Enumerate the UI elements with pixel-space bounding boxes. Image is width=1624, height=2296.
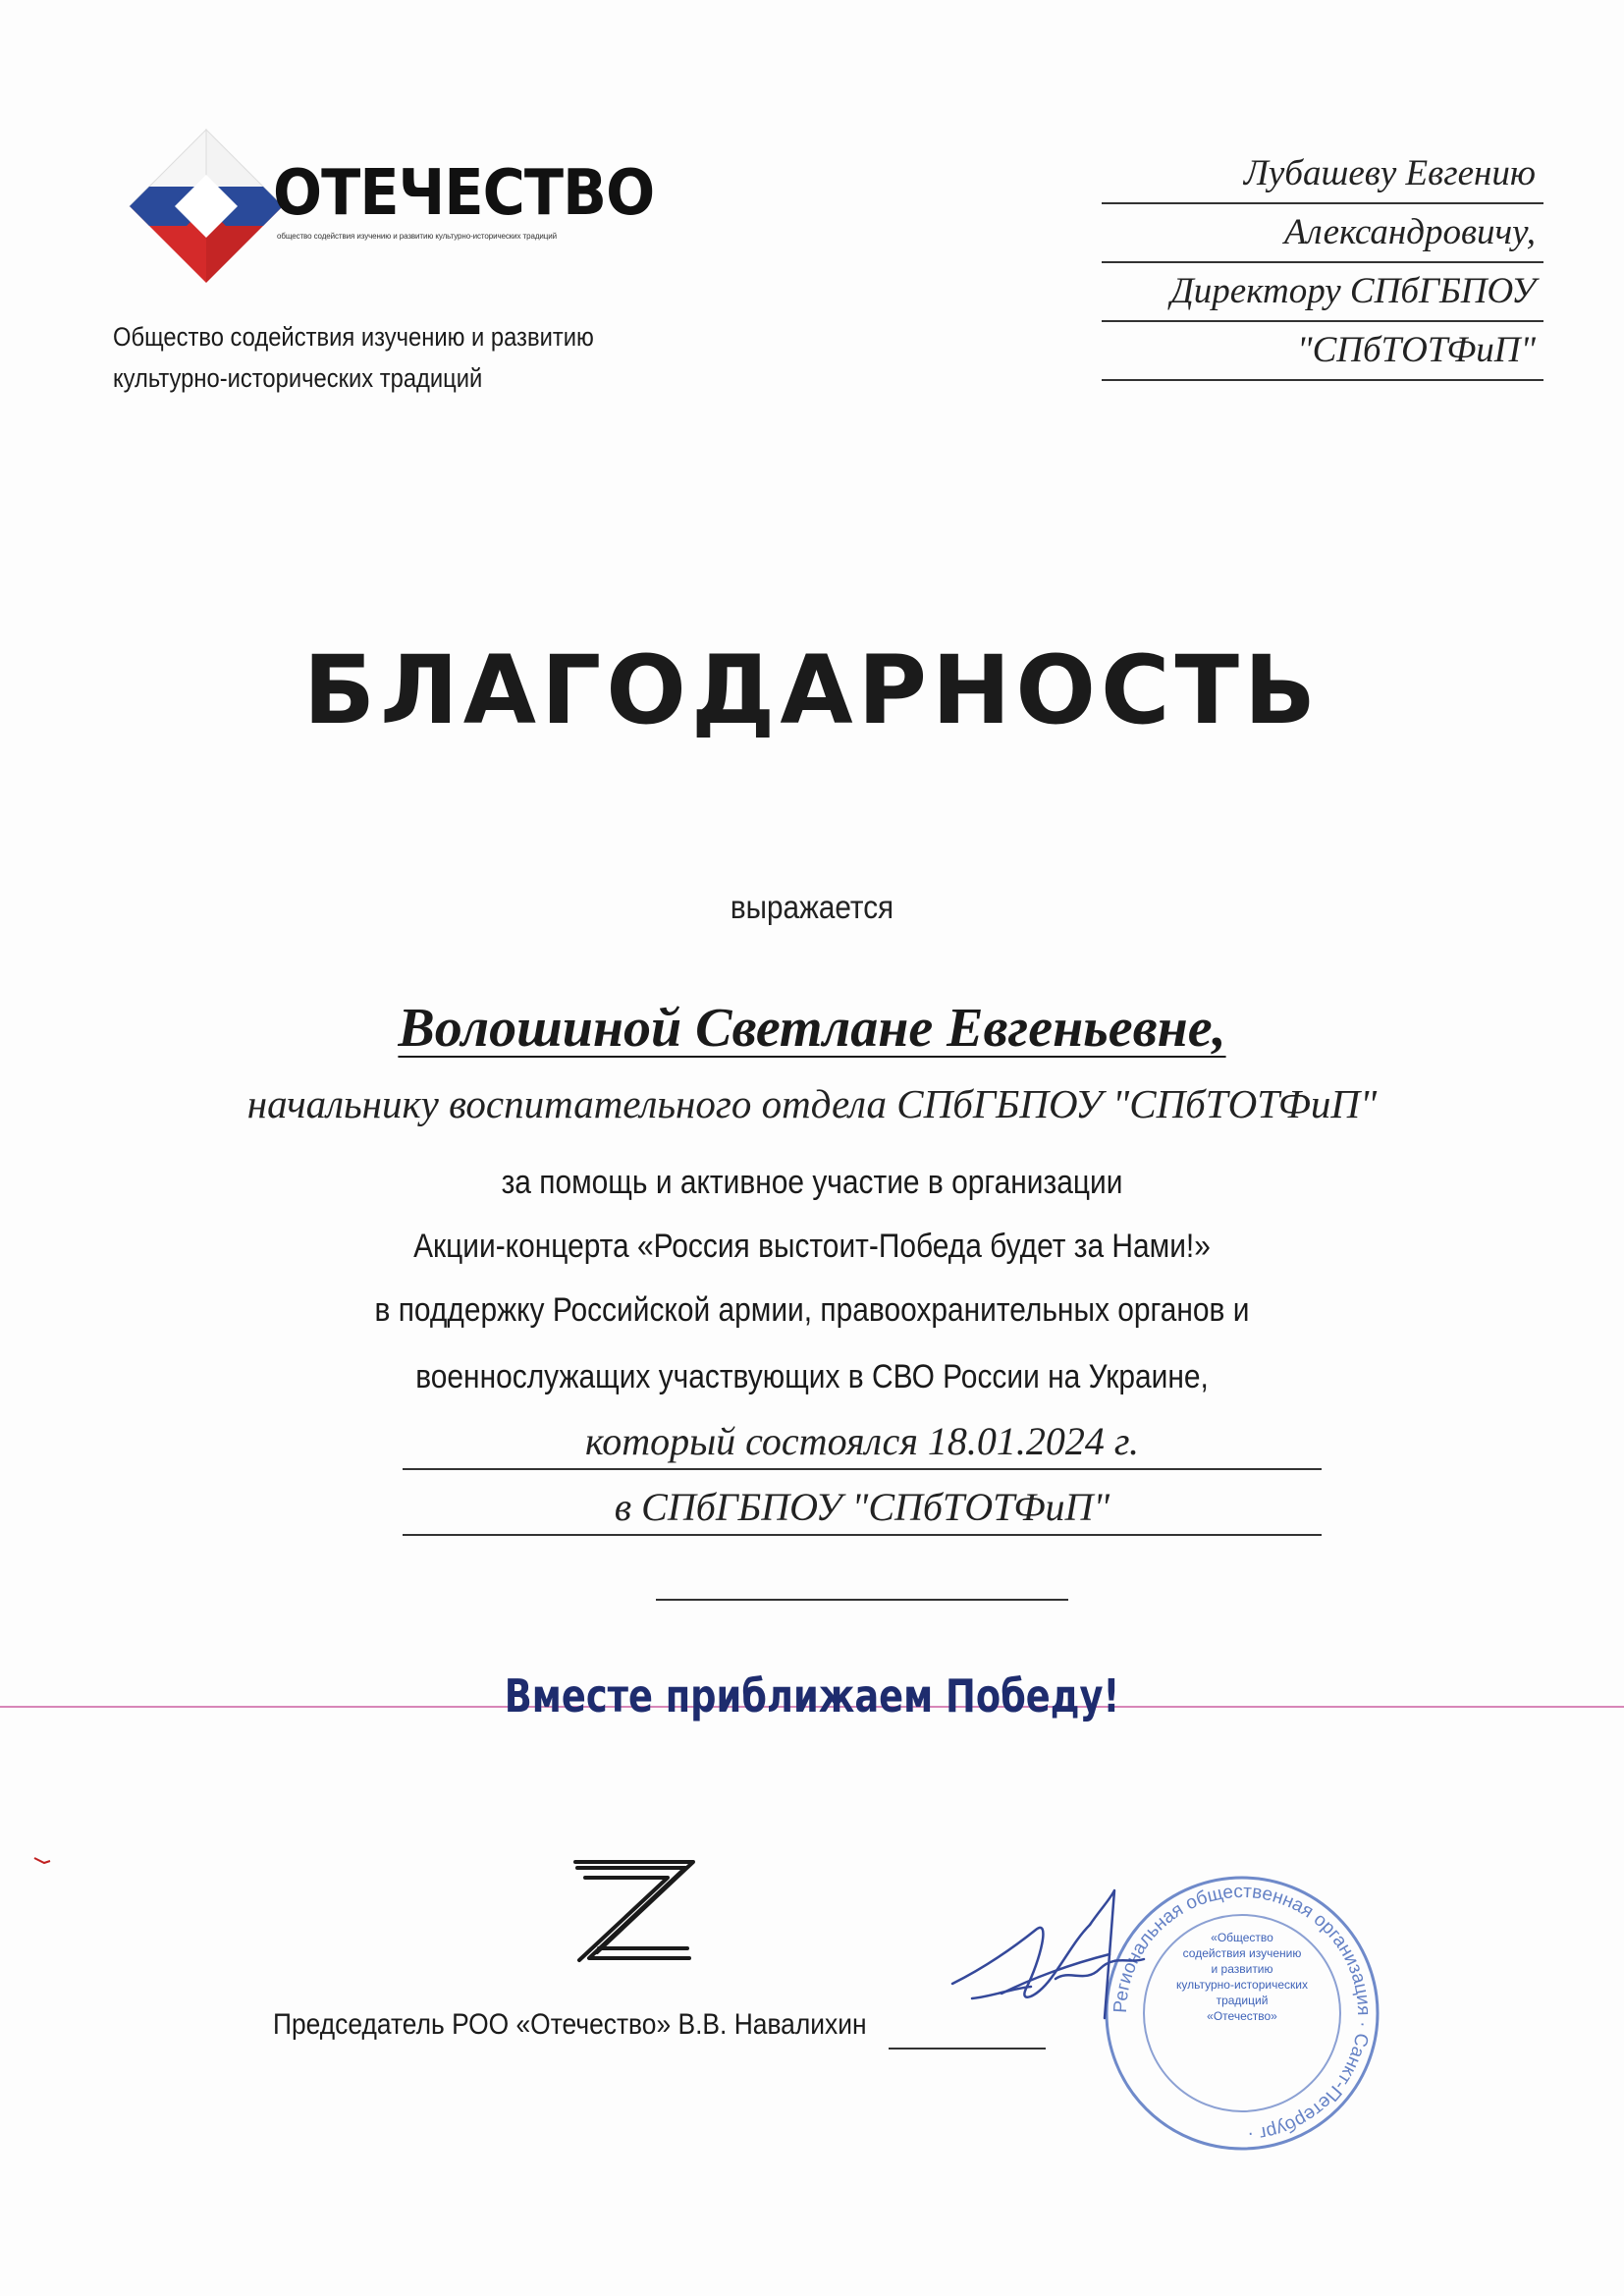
body-line: военнослужащих участвующих в СВО России на Украине, <box>415 1358 1209 1395</box>
body-line: в поддержку Российской армии, правоохранительных органов и <box>374 1291 1250 1329</box>
slogan: Вместе приближаем Победу! <box>504 1669 1120 1722</box>
event-date-line: который состоялся 18.01.2024 г. <box>403 1417 1322 1470</box>
document-title: БЛАГОДАРНОСТЬ <box>302 635 1322 745</box>
stamp-ring-text: Региональная общественная организация · Санкт-Петербург · <box>1110 1881 1375 2145</box>
stamp-line: «Отечество» <box>1207 2009 1277 2023</box>
expressed-text: выражается <box>730 889 894 925</box>
organization-caption-line: культурно-исторических традиций <box>113 363 483 393</box>
body-line: за помощь и активное участие в организации <box>501 1164 1123 1201</box>
addressee-line: Александровичу, <box>1102 204 1543 263</box>
addressee-block <box>1102 145 1543 381</box>
stamp-inner-text <box>1154 1930 1330 2024</box>
logo-wordmark: ОТЕЧЕСТВО <box>273 157 655 230</box>
organization-caption-line: Общество содействия изучению и развитию <box>113 322 594 352</box>
logo-tagline: общество содействия изучению и развитию культурно-исторических традиций <box>277 232 557 241</box>
recipient-position: начальнику воспитательного отдела СПбГБПОУ "СПбТОТФиП" <box>246 1081 1378 1126</box>
handwritten-signature-icon <box>943 1871 1168 2048</box>
addressee-line: Лубашеву Евгению <box>1102 145 1543 204</box>
stamp-line: содействия изучению <box>1182 1946 1302 1960</box>
recipient-name: Волошиной Светлане Евгеньевне, <box>398 998 1226 1059</box>
addressee-line: Директору СПбГБПОУ <box>1102 263 1543 322</box>
stamp-line: традиций <box>1216 1994 1269 2007</box>
scan-mark-icon <box>32 1855 52 1867</box>
signature-line <box>889 2048 1046 2050</box>
stamp-line: культурно-исторических <box>1176 1978 1308 1992</box>
stamp-line: «Общество <box>1211 1931 1273 1944</box>
logo-emblem-icon <box>128 128 285 285</box>
z-symbol-icon <box>569 1858 697 1971</box>
signatory: Председатель РОО «Отечество» В.В. Навалихин <box>273 2008 867 2041</box>
blank-underline <box>656 1599 1068 1601</box>
stamp-line: и развитию <box>1211 1962 1273 1976</box>
organization-caption <box>113 316 597 399</box>
body-line: Акции-концерта «Россия выстоит-Победа будет за Нами!» <box>413 1228 1211 1265</box>
event-place-line: в СПбГБПОУ "СПбТОТФиП" <box>403 1483 1322 1536</box>
addressee-line: "СПбТОТФиП" <box>1102 322 1543 381</box>
